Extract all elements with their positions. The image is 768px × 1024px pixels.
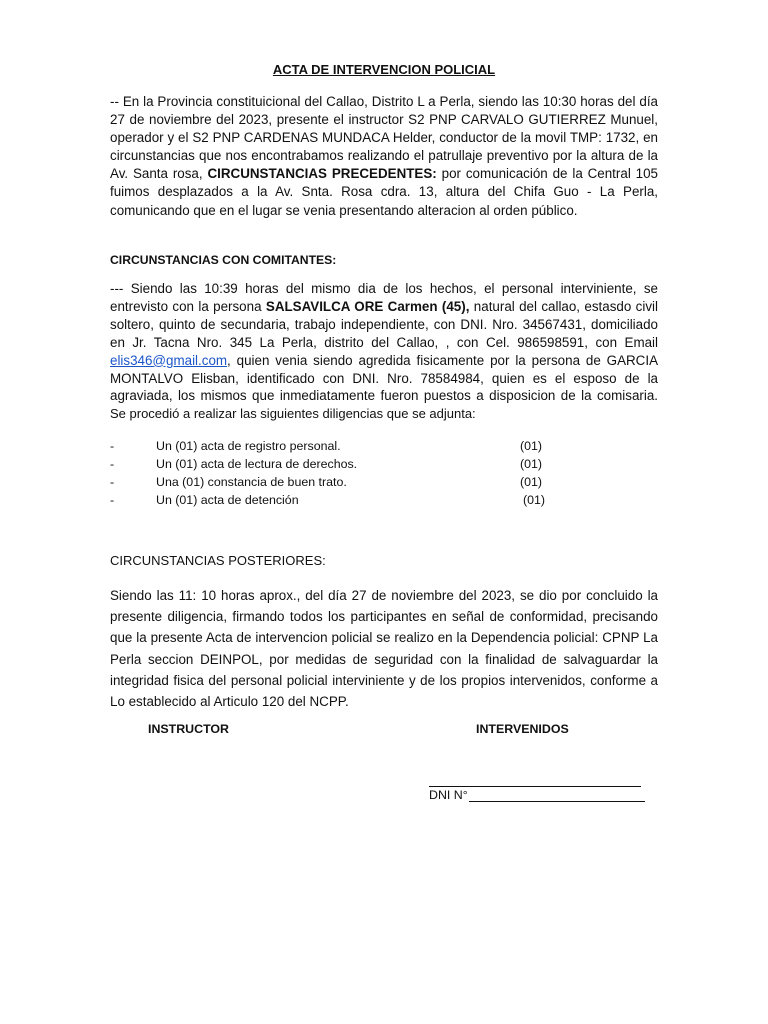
concomitantes-text-1: --- Siendo las 10:39 horas del mismo dia de los hechos, el personal interviniente, se entrevisto con la persona (110, 281, 658, 314)
concomitantes-paragraph (110, 280, 658, 423)
diligencias-list (110, 437, 570, 509)
instructor-label: INSTRUCTOR (148, 722, 229, 736)
signature-line (429, 786, 641, 787)
list-item (110, 437, 570, 455)
list-item-quantity: (01) (523, 493, 546, 507)
list-item-text: Un (01) acta de detención (156, 493, 299, 507)
list-item (110, 491, 570, 509)
email-link[interactable]: elis346@gmail.com (110, 352, 228, 368)
person-name: SALSAVILCA ORE Carmen (45), (265, 298, 470, 314)
posteriores-paragraph: Siendo las 11: 10 horas aprox., del día 27 de noviembre del 2023, se dio por concluido la presente diligencia, firmando todos los participantes en señal de conformidad, precisando que la presente Acta de intervencion policial se realizo en la Dependencia policial: CPNP La Perla seccion DEINPOL, por medidas de seguridad con la finalidad de salvaguardar la integridad fisica del personal policial interviniente y de los propios intervenidos, conforme a Lo establecido al Articulo 120 del NCPP. (110, 588, 658, 710)
concomitantes-text-2: natural del callao, estasdo civil soltero, quinto de secundaria, trabajo independiente, con DNI. Nro. 34567431, domiciliado en Jr. Tacna Nro. 345 La Perla, distrito del Callao, , con Cel. 986598591, con Email (110, 298, 658, 350)
concomitantes-text-4: Se procedió a realizar las siguientes diligencias que se adjunta: (110, 406, 476, 422)
list-dash: - (110, 493, 115, 507)
document-title: ACTA DE INTERVENCION POLICIAL (272, 62, 496, 77)
list-dash: - (110, 475, 115, 489)
list-item (110, 473, 570, 491)
list-item-text: Un (01) acta de registro personal. (156, 439, 341, 453)
list-item-text: Una (01) constancia de buen trato. (156, 475, 347, 489)
list-item-quantity: (01) (520, 457, 543, 471)
intro-text-2: por comunicación de la Central 105 fuimos desplazados a la Av. Snta. Rosa cdra. 13, altura del Chifa Guo - La Perla, comunicando que en el lugar se venia presentando alteracion al orden público. (110, 166, 658, 218)
dni-fill-line (469, 789, 645, 802)
concomitantes-heading: CIRCUNSTANCIAS CON COMITANTES: (110, 253, 337, 267)
list-dash: - (110, 457, 115, 471)
posteriores-heading: CIRCUNSTANCIAS POSTERIORES: (110, 553, 326, 568)
intro-paragraph (110, 93, 658, 220)
list-item (110, 455, 570, 473)
dni-row (429, 788, 645, 802)
list-item-text: Un (01) acta de lectura de derechos. (156, 457, 358, 471)
concomitantes-text-3: , quien venia siendo agredida fisicamente por la persona de GARCIA MONTALVO Elisban, identificado con DNI. Nro. 78584984, quien es el esposo de la agraviada, los mismos que inmediatamente fueron puestos a disposicion de la comisaria. (110, 352, 658, 404)
list-dash: - (110, 439, 115, 453)
intro-text-1: -- En la Provincia constituicional del Callao, Distrito L a Perla, siendo las 10:30 horas del día 27 de noviembre del 2023, presente el instructor S2 PNP CARVALO GUTIERREZ Munuel, operador y el S2 PNP CARDENAS MUNDACA Helder, conductor de la movil TMP: 1732, en circunstancias que nos encontrabamos realizando el patrullaje preventivo por la altura de la Av. Santa rosa, (110, 94, 658, 182)
precedentes-label: CIRCUNSTANCIAS PRECEDENTES: (207, 166, 437, 182)
intervenidos-label: INTERVENIDOS (476, 722, 569, 736)
list-item-quantity: (01) (520, 475, 543, 489)
list-item-quantity: (01) (520, 439, 543, 453)
dni-label: DNI N° (429, 788, 468, 802)
